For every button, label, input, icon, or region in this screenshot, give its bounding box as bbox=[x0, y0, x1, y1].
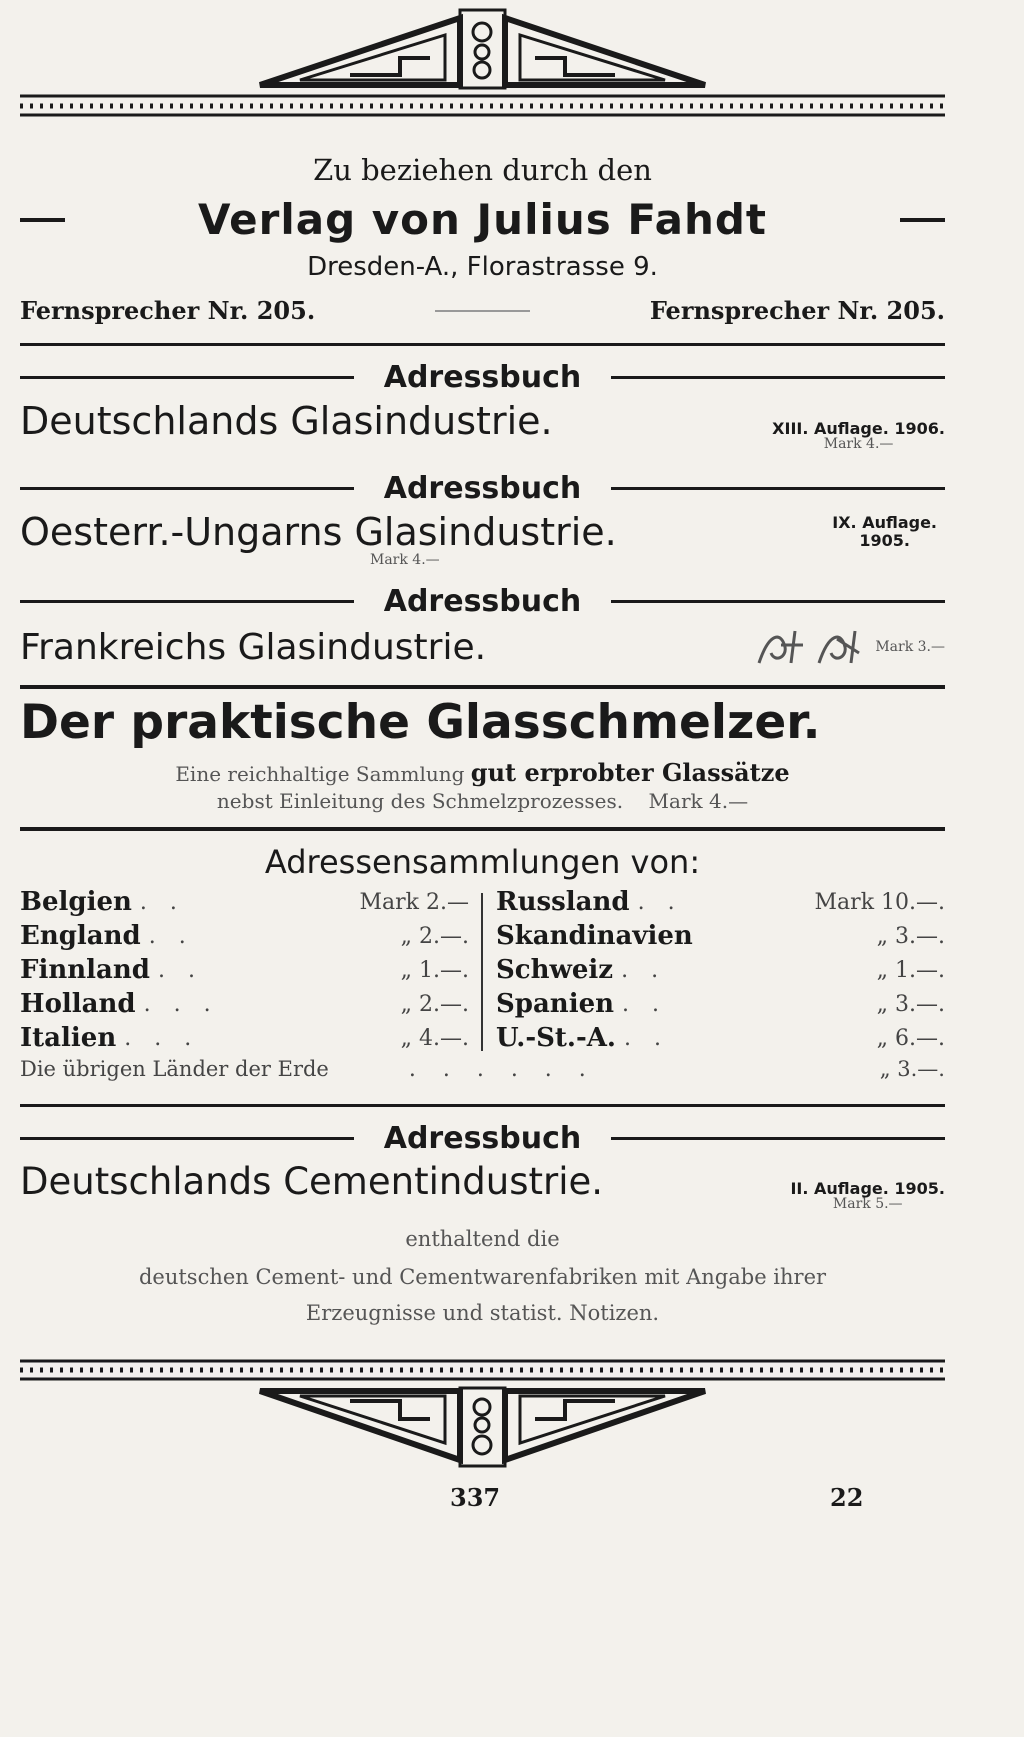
phone-right: Fernsprecher Nr. 205. bbox=[649, 296, 945, 325]
top-ornament-icon bbox=[20, 0, 945, 125]
book3-row bbox=[20, 623, 945, 671]
country-row: Belgien . . Mark 2.— bbox=[20, 887, 469, 917]
collections-right-column bbox=[496, 885, 945, 1055]
book3-label-row bbox=[20, 584, 945, 619]
book2-edition-line2: 1905. bbox=[859, 531, 910, 550]
publisher-dash-left bbox=[20, 218, 65, 222]
book1-price: Mark 4.— bbox=[823, 436, 894, 452]
book1-label: Adressbuch bbox=[383, 360, 582, 395]
cement-desc-line1: enthaltend die bbox=[405, 1227, 560, 1251]
collections-title: Adressensammlungen von: bbox=[264, 843, 701, 881]
country-row: England . . „ 2.—. bbox=[20, 921, 469, 951]
cement-price: Mark 5.— bbox=[832, 1196, 903, 1212]
country-row: Skandinavien „ 3.—. bbox=[496, 921, 945, 951]
country-row: Spanien . . „ 3.—. bbox=[496, 989, 945, 1019]
collections-rest-price: „ 3.—. bbox=[879, 1057, 945, 1081]
cement-title: Deutschlands Cementindustrie. bbox=[20, 1160, 604, 1203]
glasschmelzer-price: Mark 4.— bbox=[648, 789, 749, 813]
country-row: U.-St.-A. . . „ 6.—. bbox=[496, 1023, 945, 1053]
book2-edition-line1: IX. Auflage. bbox=[832, 513, 937, 533]
bottom-ornament-icon bbox=[20, 1355, 945, 1475]
book1-edition: XIII. Auflage. 1906. bbox=[772, 419, 945, 438]
column-divider bbox=[481, 893, 484, 1051]
book3-price: Mark 3.— bbox=[875, 639, 945, 655]
collections-left-column bbox=[20, 885, 469, 1055]
glasschmelzer-desc-a: Eine reichhaltige Sammlung bbox=[175, 762, 465, 786]
cement-edition: II. Auflage. 1905. bbox=[790, 1179, 945, 1198]
collections-rest-dots: . . . . . . bbox=[408, 1057, 596, 1082]
page-number-left: 337 bbox=[450, 1483, 501, 1512]
glasschmelzer-desc-bold: gut erprobter Glassätze bbox=[470, 758, 790, 787]
fleuron-icon bbox=[751, 623, 861, 671]
cement-desc-line3: Erzeugnisse und statist. Notizen. bbox=[305, 1301, 660, 1325]
intro-text: Zu beziehen durch den bbox=[313, 153, 652, 187]
cement-row bbox=[20, 1160, 945, 1211]
book2-title: Oesterr.-Ungarns Glasindustrie. bbox=[20, 510, 617, 554]
country-row: Russland . . Mark 10.—. bbox=[496, 887, 945, 917]
page-number-right: 22 bbox=[830, 1483, 864, 1512]
divider bbox=[20, 827, 945, 831]
cement-label: Adressbuch bbox=[383, 1121, 582, 1156]
country-row: Schweiz . . „ 1.—. bbox=[496, 955, 945, 985]
book2-price: Mark 4.— bbox=[370, 552, 440, 568]
phone-row bbox=[20, 296, 945, 325]
country-row: Italien . . . „ 4.—. bbox=[20, 1023, 469, 1053]
book2-label-row bbox=[20, 471, 945, 506]
divider bbox=[20, 685, 945, 689]
publisher-name: Verlag von Julius Fahdt bbox=[197, 195, 768, 244]
book2-label: Adressbuch bbox=[383, 471, 582, 506]
cement-label-row bbox=[20, 1121, 945, 1156]
publisher-dash-right bbox=[900, 218, 945, 222]
collections-table bbox=[20, 885, 945, 1055]
book1-title: Deutschlands Glasindustrie. bbox=[20, 399, 553, 443]
country-row: Finnland . . „ 1.—. bbox=[20, 955, 469, 985]
glasschmelzer-desc-line2 bbox=[20, 789, 945, 813]
book1-row bbox=[20, 399, 945, 451]
content bbox=[20, 0, 945, 1737]
divider bbox=[20, 343, 945, 346]
publisher-address: Dresden-A., Florastrasse 9. bbox=[307, 252, 658, 282]
publisher-row bbox=[20, 195, 945, 244]
glasschmelzer-title: Der praktische Glasschmelzer. bbox=[20, 695, 821, 750]
book3-title: Frankreichs Glasindustrie. bbox=[20, 626, 487, 668]
phone-divider bbox=[435, 310, 530, 312]
book1-label-row bbox=[20, 360, 945, 395]
glasschmelzer-desc-line1 bbox=[20, 758, 945, 787]
book3-label: Adressbuch bbox=[383, 584, 582, 619]
footer bbox=[20, 1483, 945, 1523]
cement-desc-line2: deutschen Cement- und Cementwarenfabriken mit Angabe ihrer bbox=[138, 1265, 827, 1289]
glasschmelzer-desc-b: nebst Einleitung des Schmelzprozesses. bbox=[216, 789, 624, 813]
phone-left: Fernsprecher Nr. 205. bbox=[20, 296, 316, 325]
country-row: Holland . . . „ 2.—. bbox=[20, 989, 469, 1019]
collections-rest-row bbox=[20, 1057, 945, 1082]
book2-row bbox=[20, 510, 945, 554]
collections-rest-label: Die übrigen Länder der Erde bbox=[20, 1057, 329, 1081]
divider bbox=[20, 1104, 945, 1107]
